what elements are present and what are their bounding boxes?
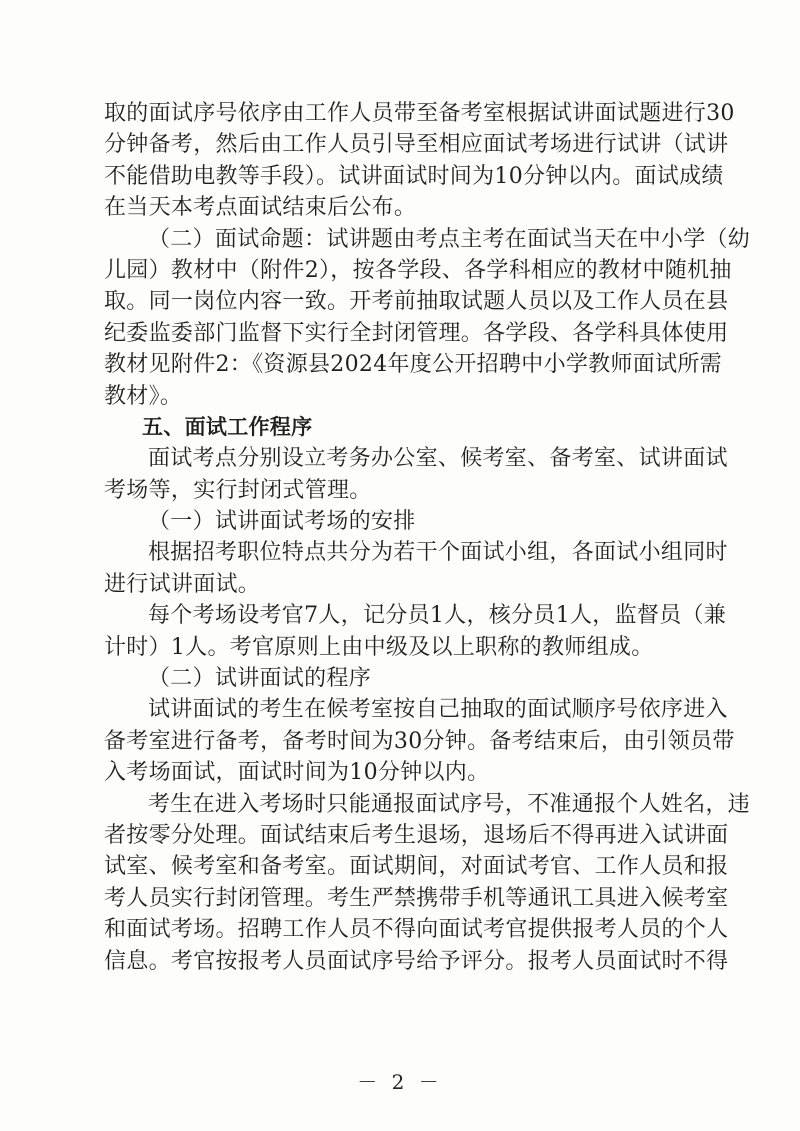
- page-number: － 2 －: [357, 1070, 443, 1094]
- text-line: 信息。考官按报考人员面试序号给予评分。报考人员面试时不得: [104, 948, 729, 974]
- text-line: （一）试讲面试考场的安排: [148, 509, 416, 535]
- text-line: 取的面试序号依序由工作人员带至备考室根据试讲面试题进行30: [104, 101, 735, 126]
- text-line: 试讲面试的考生在候考室按自己抽取的面试顺序号依序进入: [148, 697, 728, 723]
- text-line: 考场等，实行封闭式管理。: [104, 477, 372, 503]
- text-line: 进行试讲面试。: [104, 571, 261, 597]
- text-line: 儿园）教材中（附件2），按各学段、各学科相应的教材中随机抽: [104, 257, 732, 283]
- text-line: 和面试考场。招聘工作人员不得向面试考官提供报考人员的个人: [104, 917, 729, 943]
- text-line: 取。同一岗位内容一致。开考前抽取试题人员以及工作人员在县: [104, 289, 729, 315]
- text-line: 教材见附件2：《资源县2024年度公开招聘中小学教师面试所需: [104, 352, 722, 378]
- text-line: 考人员实行封闭管理。考生严禁携带手机等通讯工具进入候考室: [104, 885, 729, 911]
- text-line: 面试考点分别设立考务办公室、候考室、备考室、试讲面试: [148, 446, 728, 472]
- text-line: 不能借助电教等手段）。试讲面试时间为10分钟以内。面试成绩: [104, 163, 724, 189]
- body-text: [104, 98, 751, 977]
- text-line: 每个考场设考官7人，记分员1人，核分员1人，监督员（兼: [148, 603, 727, 629]
- text-line: 教材》。: [104, 383, 183, 409]
- text-line: 计时）1人。考官原则上由中级及以上职称的教师组成。: [104, 634, 654, 660]
- text-line: 备考室进行备考，备考时间为30分钟。备考结束后，由引领员带: [104, 728, 735, 754]
- text-line: 试室、候考室和备考室。面试期间，对面试考官、工作人员和报: [104, 854, 729, 880]
- text-line: （二）试讲面试的程序: [148, 666, 372, 692]
- text-line: 考生在进入考场时只能通报面试序号，不准通报个人姓名，违: [148, 791, 751, 817]
- text-line: 根据招考职位特点共分为若干个面试小组，各面试小组同时: [148, 540, 728, 566]
- text-line: 在当天本考点面试结束后公布。: [104, 195, 417, 221]
- text-line: 分钟备考，然后由工作人员引导至相应面试考场进行试讲（试讲: [104, 132, 729, 158]
- text-line: （二）面试命题：试讲题由考点主考在面试当天在中小学（幼: [148, 226, 751, 252]
- text-line: 纪委监委部门监督下实行全封闭管理。各学段、各学科具体使用: [104, 320, 729, 346]
- text-line: 入考场面试，面试时间为10分钟以内。: [104, 760, 490, 786]
- section-heading: 五、面试工作程序: [142, 414, 313, 439]
- text-line: 者按零分处理。面试结束后考生退场，退场后不得再进入试讲面: [104, 822, 729, 848]
